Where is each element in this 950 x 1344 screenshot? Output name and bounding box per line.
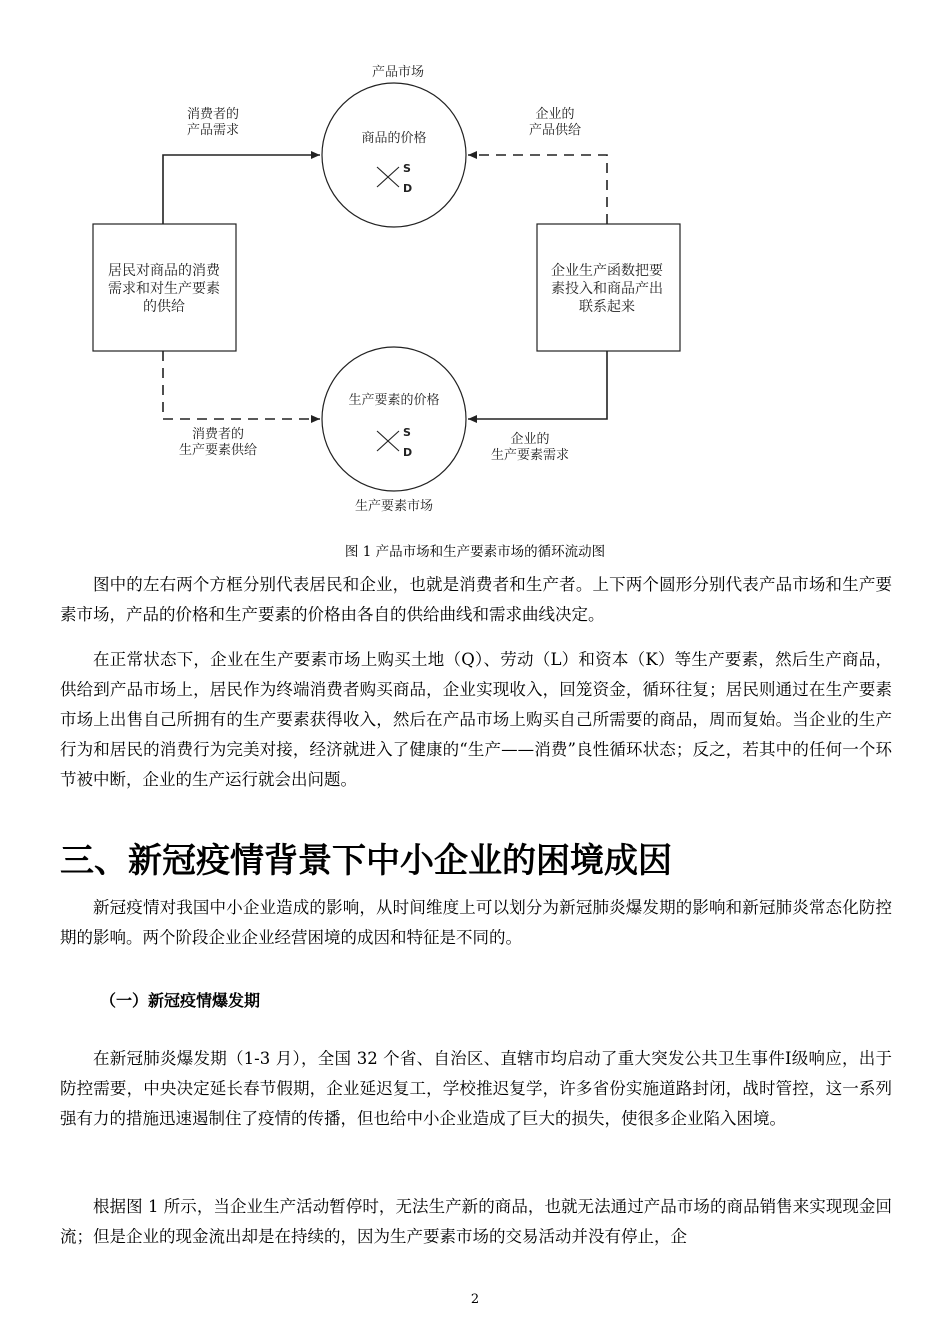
firm-product-supply-label-1: 企业的 bbox=[535, 107, 575, 122]
paragraph: 在新冠肺炎爆发期（1-3 月），全国 32 个省、自治区、直辖市均启动了重大突发公共卫生事件Ⅰ级响应，出于防控需要，中央决定延长春节假期，企业延迟复工，学校推迟复学，许多省份实施道路封闭，战时管控，这一系列强有力的措施迅速遏制住了疫情的传播，但也给中小企业造成了巨大的损失，使很多企业陷入困境。 bbox=[60, 1049, 892, 1128]
paragraph: 新冠疫情对我国中小企业造成的影响，从时间维度上可以划分为新冠肺炎爆发期的影响和新冠肺炎常态化防控期的影响。两个阶段企业企业经营困境的成因和特征是不同的。 bbox=[60, 898, 892, 947]
product-supply-letter: S bbox=[403, 162, 411, 175]
circular-flow-diagram bbox=[0, 0, 950, 540]
firm-box-line-2: 素投入和商品产出 bbox=[551, 281, 663, 297]
product-demand-letter: D bbox=[403, 182, 413, 195]
product-market-label: 产品市场 bbox=[371, 65, 425, 80]
section-heading: 三、新冠疫情背景下中小企业的困境成因 bbox=[60, 841, 672, 881]
firm-factor-demand-label-1: 企业的 bbox=[510, 432, 550, 447]
paragraph: 根据图 1 所示，当企业生产活动暂停时，无法生产新的商品，也就无法通过产品市场的商品销售来实现现金回流；但是企业的现金流出却是在持续的，因为生产要素市场的交易活动并没有停止，企 bbox=[60, 1197, 892, 1246]
figure-caption: 图 1 产品市场和生产要素市场的循环流动图 bbox=[344, 544, 606, 560]
firm-factor-demand-label-2: 生产要素需求 bbox=[490, 448, 570, 463]
factor-demand-letter: D bbox=[403, 446, 413, 459]
household-box-line-1: 居民对商品的消费 bbox=[108, 263, 220, 279]
paragraph: 图中的左右两个方框分别代表居民和企业，也就是消费者和生产者。上下两个圆形分别代表产品市场和生产要素市场，产品的价格和生产要素的价格由各自的供给曲线和需求曲线决定。 bbox=[60, 575, 892, 624]
consumer-product-demand-label-1: 消费者的 bbox=[186, 107, 240, 122]
paragraph: 在正常状态下，企业在生产要素市场上购买土地（Q）、劳动（L）和资本（K）等生产要素，然后生产商品，供给到产品市场上，居民作为终端消费者购买商品，企业实现收入，回笼资金，循环往复；居民则通过在生产要素市场上出售自己所拥有的生产要素获得收入，然后在产品市场上购买自己所需要的商品，周而复始。当企业的生产行为和居民的消费行为完美对接，经济就进入了健康的“生产——消费”良性循环状态；反之，若其中的任何一个环节被中断，企业的生产运行就会出问题。 bbox=[60, 650, 892, 789]
firm-box-line-1: 企业生产函数把要 bbox=[551, 263, 663, 279]
household-box-line-3: 的供给 bbox=[143, 299, 185, 315]
consumer-factor-supply-label-2: 生产要素供给 bbox=[178, 443, 258, 458]
consumer-product-demand-label-2: 产品需求 bbox=[186, 123, 240, 138]
firm-box-line-3: 联系起来 bbox=[579, 299, 635, 315]
consumer-factor-supply-arrow bbox=[163, 351, 320, 419]
factor-market-label: 生产要素市场 bbox=[354, 499, 434, 514]
product-market-circle bbox=[322, 83, 466, 227]
consumer-factor-supply-label-1: 消费者的 bbox=[191, 427, 245, 442]
subsection-heading: （一）新冠疫情爆发期 bbox=[100, 991, 261, 1010]
firm-product-supply-label-2: 产品供给 bbox=[528, 123, 582, 138]
page-number: 2 bbox=[470, 1292, 480, 1307]
consumer-product-demand-arrow bbox=[163, 155, 320, 224]
firm-product-supply-arrow bbox=[468, 155, 607, 224]
household-box-line-2: 需求和对生产要素 bbox=[108, 281, 220, 297]
factor-supply-letter: S bbox=[403, 426, 411, 439]
firm-factor-demand-arrow bbox=[468, 351, 607, 419]
product-price-label: 商品的价格 bbox=[361, 131, 427, 146]
factor-market-circle bbox=[322, 347, 466, 491]
factor-price-label: 生产要素的价格 bbox=[348, 393, 440, 408]
